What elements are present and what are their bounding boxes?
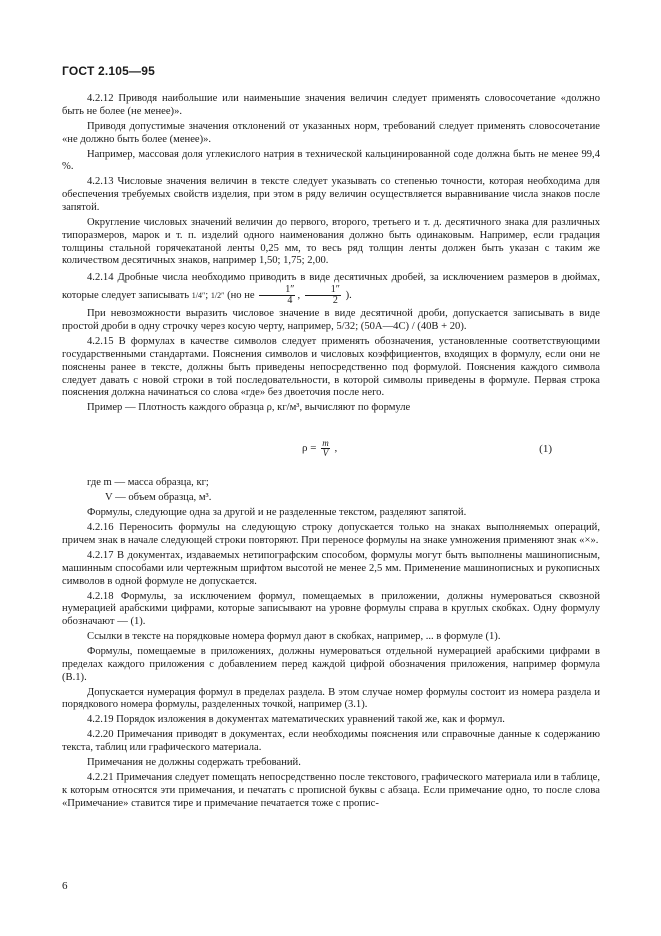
paragraph: 4.2.17 В документах, издаваемых нетипографским способом, формулы могут быть выполнены машинописным, машинным способами или чертежным шрифтом высотой не менее 2,5 мм. Применение машинописных и рукописных символов в одной формуле не допускается. (62, 549, 600, 587)
document-body (62, 93, 600, 813)
formula-fraction (321, 439, 330, 458)
formula-lhs: ρ = (302, 442, 317, 455)
document-header: ГОСТ 2.105—95 (62, 64, 155, 78)
inch-fraction (305, 285, 341, 306)
paragraph: Пример — Плотность каждого образца ρ, кг/м³, вычисляют по формуле (87, 402, 411, 414)
paragraph: Округление числовых значений величин до первого, второго, третьего и т. д. десятичного знака для различных типоразмеров, марок и т. п. изделий одного наименования должно быть одинаковым. Например, если градация толщины стальной горячекатаной ленты 0,25 мм, то весь ряд толщин ленты должен быть указан с таким же количеством десятичных знаков, например 1,50; 1,75; 2,00. (62, 216, 600, 267)
paragraph: Допускается нумерация формул в пределах раздела. В этом случае номер формулы состоит из номера раздела и порядкового номера формулы, разделенных точкой, например (3.1). (62, 686, 600, 711)
formula-explanation: V — объем образца, м³. (105, 492, 212, 504)
paragraph: 4.2.16 Переносить формулы на следующую строку допускается только на знаках выполняемых операций, причем знак в начале следующей строки повторяют. При переносе формулы на знаке умножения применяют знак «×». (62, 522, 600, 546)
paragraph: 4.2.12 Приводя наибольшие или наименьшие значения величин следует применять словосочетание «должно быть не более (не менее)». (62, 93, 600, 117)
paragraph: 4.2.21 Примечания следует помещать непосредственно после текстового, графического материала или в таблице, к которым относятся эти примечания, и печатать с прописной буквы с абзаца. Если примечание одно, то после слова «Примечание» ставится тире и примечание печатается тоже с пропис- (62, 772, 600, 809)
fraction-denominator: 2 (332, 295, 338, 307)
inch-fraction-small: 1/2″ (210, 291, 225, 301)
formula-block (62, 429, 600, 469)
fraction-numerator: 1″ (305, 285, 341, 296)
paragraph: 4.2.20 Примечания приводят в документах, если необходимы пояснения или справочные данные к содержанию текста, таблиц или графического материала. (62, 729, 600, 754)
fraction-denominator: 4 (287, 295, 293, 307)
paragraph-text: 4.2.14 Дробные числа необходимо приводить в виде десятичных дробей, за исключением размеров в дюймах, которые следует записывать (62, 272, 600, 302)
paragraph-4-2-14: 4.2.14 Дробные числа необходимо приводить в виде десятичных дробей, за исключением размеров в дюймах, которые следует записывать 1/4″; 1/2″ (но не $\frac{1''}{4}$ , $\frac{1''}{2}$ ). (62, 272, 600, 307)
fraction-numerator: 1″ (259, 285, 295, 296)
paragraph: 4.2.15 В формулах в качестве символов следует применять обозначения, установленные соответствующими государственными стандартами. Пояснения символов и числовых коэффициентов, входящих в формулу, если они не пояснены ранее в тексте, должны быть приведены непосредственно под формулой. Пояснения каждого символа следует давать с новой строки в той последовательности, в которой символы приведены в формуле. Первая строка пояснения должна начинаться со слова «где» без двоеточия после него. (62, 336, 600, 399)
paragraph: Примечания не должны содержать требований. (87, 757, 301, 769)
paragraph: 4.2.13 Числовые значения величин в тексте следует указывать со степенью точности, которая необходима для обеспечения требуемых свойств изделия, при этом в ряду величин осуществляется выравнивание числа знаков после запятой. (62, 176, 600, 213)
formula-numerator: m (322, 438, 329, 449)
formula-explanation: где m — масса образца, кг; (87, 477, 209, 489)
formula-comma: , (334, 442, 338, 455)
inch-fraction (259, 285, 295, 306)
paragraph-text: (но не (227, 290, 255, 302)
page-number: 6 (62, 880, 68, 892)
paragraph: Например, массовая доля углекислого натрия в технической кальцинированной соде должна быть не менее 99,4 %. (62, 148, 600, 173)
paragraph-text: ). (345, 290, 352, 302)
inch-fraction-small: 1/4″ (191, 291, 206, 301)
paragraph: 4.2.18 Формулы, за исключением формул, помещаемых в приложении, должны нумероваться сквозной нумерацией арабскими цифрами, которые записывают на уровне формулы справа в круглых скобках. Одну формулу обозначают — (1). (62, 590, 600, 628)
paragraph: Формулы, помещаемые в приложениях, должны нумероваться отдельной нумерацией арабскими цифрами в пределах каждого приложения с добавлением перед каждой цифрой обозначения приложения, например формула (В.1). (62, 646, 600, 683)
paragraph: Формулы, следующие одна за другой и не разделенные текстом, разделяют запятой. (87, 507, 467, 519)
formula-number: (1) (539, 443, 552, 456)
paragraph: Ссылки в тексте на порядковые номера формул дают в скобках, например, ... в формуле (1). (87, 631, 501, 643)
paragraph: При невозможности выразить числовое значение в виде десятичной дроби, допускается записывать в виде простой дроби в одну строчку через косую черту, например, 5/32; (50А—4С) / (40В + 20). (62, 308, 600, 333)
paragraph: 4.2.19 Порядок изложения в документах математических уравнений такой же, как и формул. (87, 714, 505, 726)
formula-denominator: V (322, 448, 329, 459)
paragraph: Приводя допустимые значения отклонений от указанных норм, требований следует применять словосочетание «не должно быть более (менее)». (62, 120, 600, 145)
formula (302, 439, 337, 458)
